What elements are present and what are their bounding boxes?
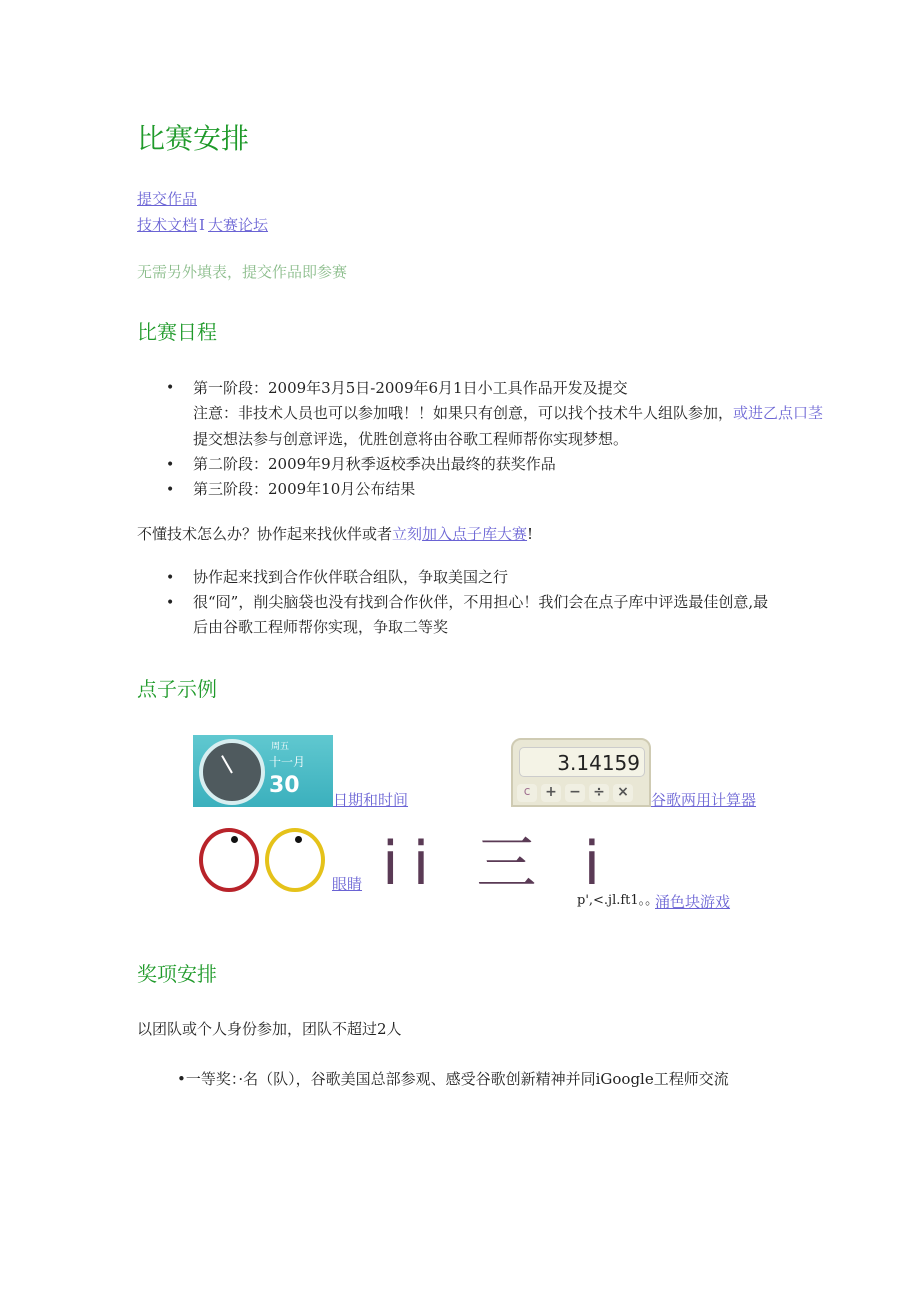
clock-date: 30 (269, 773, 300, 798)
bullet: • (166, 595, 175, 611)
participation-note: 无需另外填表，提交作品即参赛 (137, 263, 348, 281)
clock-gadget-image (193, 735, 333, 807)
calc-key: c (517, 784, 537, 802)
team-item: 很“冏”，削尖脑袋也没有找到合作伙伴，不用担心！我们会在点子库中评选最佳创意,最 (193, 593, 769, 611)
clock-day: 周五 (271, 742, 290, 752)
bullet: • (166, 482, 175, 498)
bullet: • (166, 380, 175, 396)
calc-key: + (541, 784, 561, 802)
awards-heading: 奖项安排 (137, 962, 217, 986)
schedule-note-cont: 提交想法参与创意评选，优胜创意将由谷歌工程师帮你实现梦想。 (193, 430, 629, 448)
calculator-display-value: 3.14159 (557, 751, 640, 775)
calculator-link[interactable]: 谷歌两用计算器 (651, 791, 757, 809)
team-item: 协作起来找到合作伙伴联合组队，争取美国之行 (193, 568, 509, 586)
submit-link[interactable]: 提交作品 (137, 190, 198, 208)
schedule-heading: 比赛日程 (137, 320, 217, 344)
clock-icon (199, 739, 265, 805)
note-text: 注意：非技术人员也可以参加哦！！如果只有创意，可以找个技术牛人组队参加， (193, 404, 734, 422)
bullet: • (166, 570, 175, 586)
question-text: 不懂技术怎么办？协作起来找伙伴或者 (137, 525, 393, 543)
forum-link[interactable]: 大赛论坛 (208, 216, 269, 234)
garbled-glyphs: ii 三 i (382, 829, 615, 899)
question-line (137, 525, 533, 543)
join-idea-link[interactable]: 加入点子库大赛 (422, 525, 528, 543)
calculator-keys (517, 784, 633, 802)
examples-heading: 点子示例 (137, 677, 217, 701)
calc-key: × (613, 784, 633, 802)
eyes-gadget-image (197, 824, 329, 890)
calc-key: ÷ (589, 784, 609, 802)
eyes-link[interactable]: 眼睛 (332, 875, 363, 893)
garbled-text: p',<.jl.ft1。。 (577, 893, 659, 908)
awards-intro: 以团队或个人身份参加，团队不超过2人 (137, 1020, 402, 1038)
page-title: 比赛安排 (137, 122, 250, 155)
docs-link[interactable]: 技术文档 (137, 216, 198, 234)
left-eye-icon (199, 828, 259, 892)
team-item-cont: 后由谷歌工程师帮你实现，争取二等奖 (193, 618, 449, 636)
schedule-item: 第一阶段：2009年3月5日-2009年6月1日小工具作品开发及提交 (193, 379, 628, 397)
bullet: • (166, 457, 175, 473)
color-blocks-link[interactable]: 涌色块游戏 (655, 893, 731, 911)
link-separator: I (199, 216, 205, 234)
now-link[interactable]: 立刻 (392, 525, 423, 543)
calc-key: − (565, 784, 585, 802)
schedule-item: 第二阶段：2009年9月秋季返校季决出最终的获奖作品 (193, 455, 556, 473)
clock-month: 十一月 (269, 755, 306, 769)
schedule-item: 第三阶段：2009年10月公布结果 (193, 480, 416, 498)
calculator-gadget-image (511, 738, 651, 807)
schedule-note (193, 404, 823, 422)
idea-link[interactable]: 或进乙点口茎 (733, 404, 824, 422)
first-prize: •一等奖：·名（队），谷歌美国总部参观、感受谷歌创新精神并同iGoogle工程师交流 (177, 1070, 729, 1088)
calculator-display (519, 747, 645, 777)
right-eye-icon (265, 828, 325, 892)
date-time-link[interactable]: 日期和时间 (333, 791, 409, 809)
question-end: ! (527, 525, 534, 543)
